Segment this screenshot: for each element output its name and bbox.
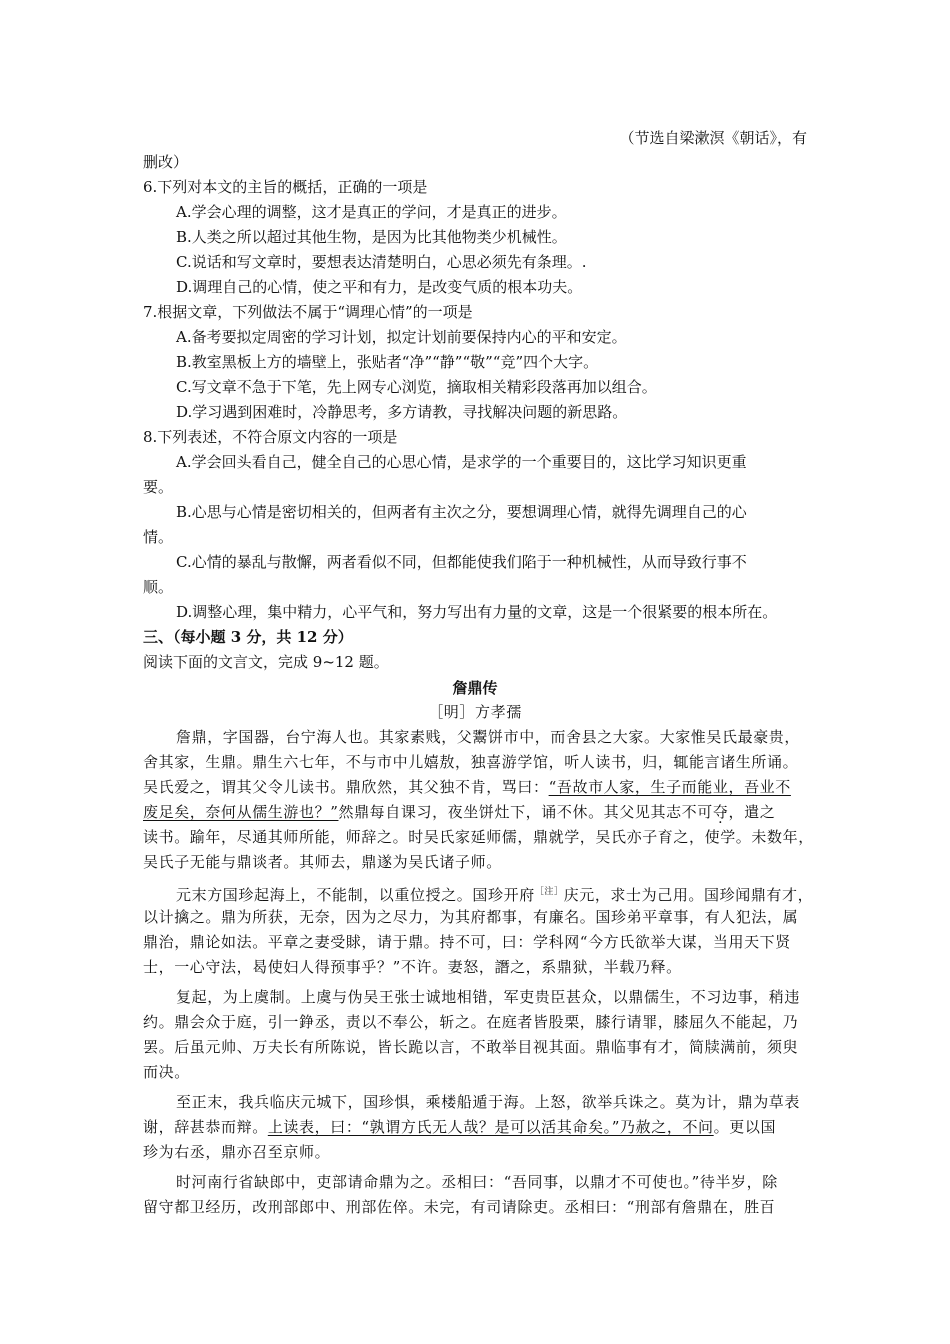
dotted-character: 夺 xyxy=(712,803,729,821)
passage-line: 至正末，我兵临庆元城下，国珍惧，乘楼船遁于海。上怒，欲举兵诛之。莫为计，鼎为草表 xyxy=(176,1093,801,1111)
question-7-option-d: D.学习遇到困难时，冷静思考，多方请教，寻找解决问题的新思路。 xyxy=(176,403,628,421)
source-note: （节选自梁漱溟《朝话》，有 xyxy=(619,129,807,147)
source-note-cont: 删改） xyxy=(143,153,189,171)
question-8-stem: 8.下列表述，不符合原文内容的一项是 xyxy=(143,428,398,446)
passage-line: 鼎治，鼎论如法。平章之妻受賕，请于鼎。持不可，曰：学科网“今方氏欲举大谋，当用天下贤 xyxy=(143,933,791,951)
passage-line: 谢，辞甚恭而辩。上读表，曰：“孰谓方氏无人哉？是可以活其命矣。”乃赦之，不问。更以国 xyxy=(143,1118,777,1136)
question-8-option-d: D.调整心理，集中精力，心平气和，努力写出有力量的文章，这是一个很紧要的根本所在。 xyxy=(176,603,778,621)
passage-line: 罢。后虽元帅、万夫长有所陈说，皆长跪以言，不敢举目视其面。鼎临事有才，简牍满前，须臾 xyxy=(143,1038,799,1056)
underlined-sentence: 上读表，曰：“孰谓方氏无人哉？是可以活其命矣。”乃赦之，不问 xyxy=(267,1118,714,1136)
passage-line: 詹鼎，字国器，台宁海人也。其家素贱，父鬻饼市中，而舍县之大家。大家惟吴氏最豪贵， xyxy=(176,728,801,746)
question-6-option-d: D.调理自己的心情，使之平和有力，是改变气质的根本功夫。 xyxy=(176,278,583,296)
underlined-sentence: “吾故市人家，生子而能业，吾业不 xyxy=(548,778,791,796)
question-8-option-c-cont: 顺。 xyxy=(143,578,174,596)
question-8-option-a-cont: 要。 xyxy=(143,478,174,496)
passage-line: 吴氏爱之，谓其父令儿读书。鼎欣然，其父独不肯，骂曰：“吾故市人家，生子而能业，吾业不 xyxy=(143,778,791,796)
passage-line: 以计擒之。鼎为所获，无奈，因为之尽力，为其府都事，有廉名。国珍弟平章事，有人犯法，属 xyxy=(143,908,799,926)
passage-line: 废足矣，奈何从儒生游也？”然鼎每自课习，夜坐饼灶下，诵不休。其父见其志不可夺，遣之 xyxy=(143,803,776,821)
passage-line: 复起，为上虞制。上虞与伪吴王张士诚地相错，军吏贵臣甚众，以鼎儒生，不习边事，稍违 xyxy=(176,988,801,1006)
question-6-option-a: A.学会心理的调整，这才是真正的学问，才是真正的进步。 xyxy=(176,203,567,221)
footnote-marker: ［注］ xyxy=(534,887,564,897)
passage-title: 詹鼎传 xyxy=(452,679,498,697)
question-8-option-b: B.心思与心情是密切相关的，但两者有主次之分，要想调理心情，就得先调理自己的心 xyxy=(176,503,747,521)
passage-line: 留守都卫经历，改刑部郎中、刑部佐倅。未完，有司请除吏。丞相曰：“刑部有詹鼎在，胜百 xyxy=(143,1198,776,1216)
question-6-option-b: B.人类之所以超过其他生物，是因为比其他物类少机械性。 xyxy=(176,228,567,246)
passage-line: 而决。 xyxy=(143,1063,190,1081)
question-7-option-c: C.写文章不急于下笔，先上网专心浏览，摘取相关精彩段落再加以组合。 xyxy=(176,378,657,396)
passage-line: 元末方国珍起海上，不能制，以重位授之。国珍开府$^{[注]}$庆元，求士为己用。国珍闻鼎有才， xyxy=(176,886,814,904)
passage-line: 珍为右丞，鼎亦召至京师。 xyxy=(143,1143,331,1161)
passage-author: ［明］方孝孺 xyxy=(428,703,522,721)
question-6-option-c: C.说话和写文章时，要想表达清楚明白，心思必须先有条理。. xyxy=(176,253,587,271)
passage-line: 读书。踰年，尽通其师所能，师辞之。时吴氏家延师儒，鼎就学，吴氏亦子育之，使学。未数年， xyxy=(143,828,814,846)
underlined-sentence: 废足矣，奈何从儒生游也？” xyxy=(143,803,339,821)
passage-line: 约。鼎会众于庭，引一錚丞，责以不奉公，斩之。在庭者皆股栗，膝行请罪，膝屈久不能起，乃 xyxy=(143,1013,799,1031)
question-7-option-b: B.教室黑板上方的墙壁上，张贴者“净”“静”“敬”“竞”四个大字。 xyxy=(176,353,599,371)
section-instruction: 阅读下面的文言文，完成 9~12 题。 xyxy=(143,653,389,671)
passage-line: 吴氏子无能与鼎谈者。其师去，鼎遂为吴氏诸子师。 xyxy=(143,853,502,871)
section-heading: 三、（每小题 3 分，共 12 分） xyxy=(143,628,353,646)
question-7-stem: 7.根据文章，下列做法不属于“调理心情”的一项是 xyxy=(143,303,473,321)
question-6-stem: 6.下列对本文的主旨的概括，正确的一项是 xyxy=(143,178,428,196)
question-8-option-b-cont: 情。 xyxy=(143,528,174,546)
passage-line: 士，一心守法，曷使妇人得预事乎？”不许。妻怒，譖之，系鼎狱，半载乃释。 xyxy=(143,958,682,976)
passage-line: 舍其家，生鼎。鼎生六七年，不与市中儿嬉敖，独喜游学馆，听人读书，归，辄能言诸生所诵。 xyxy=(143,753,799,771)
question-8-option-a: A.学会回头看自己，健全自己的心思心情，是求学的一个重要目的，这比学习知识更重 xyxy=(176,453,747,471)
question-7-option-a: A.备考要拟定周密的学习计划，拟定计划前要保持内心的平和安定。 xyxy=(176,328,627,346)
question-8-option-c: C.心情的暴乱与散懈，两者看似不同，但都能使我们陷于一种机械性，从而导致行事不 xyxy=(176,553,747,571)
passage-line: 时河南行省缺郎中，吏部请命鼎为之。丞相曰：“吾同事，以鼎才不可使也。”待半岁，除 xyxy=(176,1173,778,1191)
